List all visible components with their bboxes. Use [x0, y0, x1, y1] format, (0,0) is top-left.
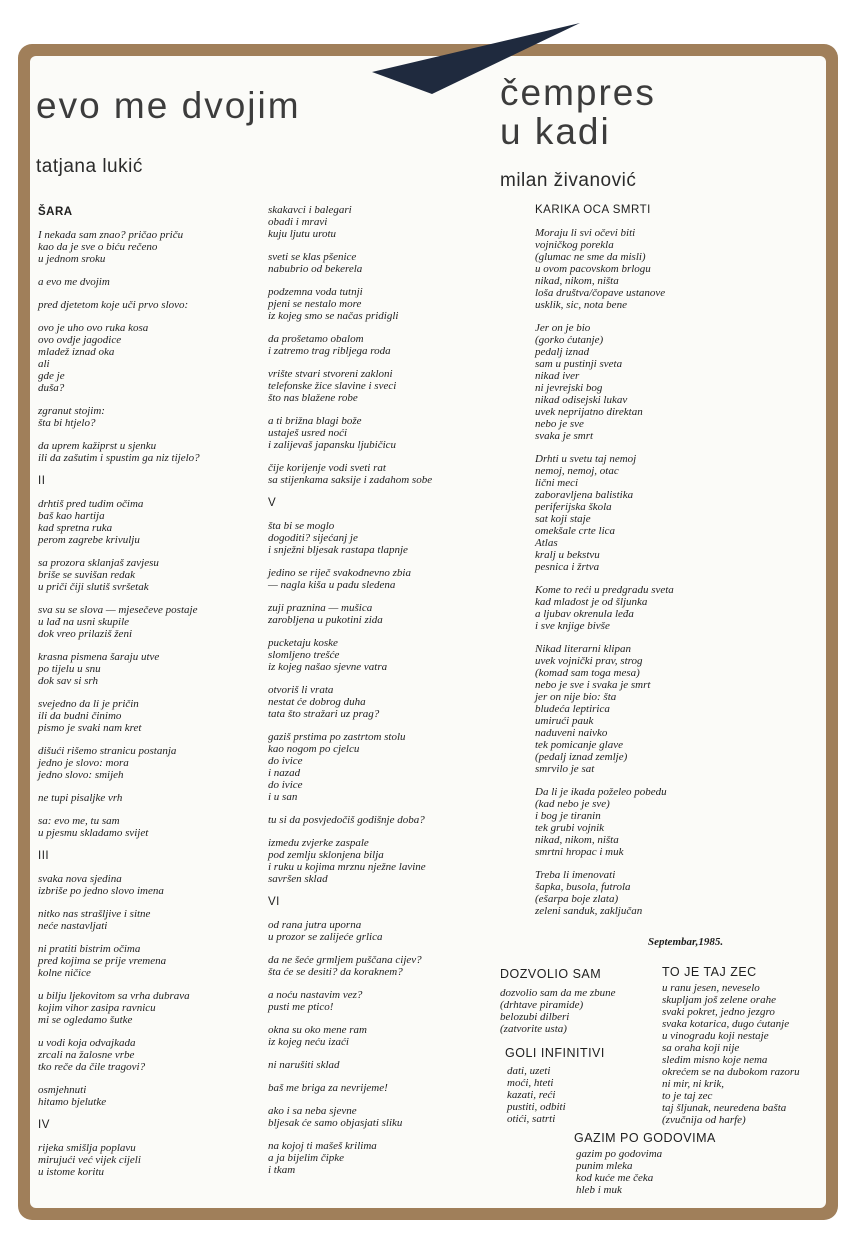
stanza: [38, 1084, 260, 1108]
verse-line: kralj u bekstvu: [535, 549, 600, 561]
verse-line: pesnica i žrtva: [535, 561, 600, 573]
verse-line: i zatremo trag ribljega roda: [268, 345, 391, 357]
verse-line: a evo me dvojim: [38, 276, 110, 288]
verse-line: u ovom pacovskom brlogu: [535, 263, 651, 275]
verse-line: do ivice: [268, 755, 303, 767]
verse-line: i nazad: [268, 767, 301, 779]
verse-line: pod zemlju sklonjena bilja: [268, 849, 384, 861]
verse-line: (drhtave piramide): [500, 999, 584, 1011]
verse-line: zeleni sanduk, zaključan: [535, 905, 643, 917]
verse-line: telefonske žice slavine i sveci: [268, 380, 397, 392]
verse-line: šta bi htjelo?: [38, 417, 96, 429]
verse-line: kao da je sve o biću rečeno: [38, 241, 158, 253]
verse-line: gde je: [38, 370, 65, 382]
verse-line: od rana jutra uporna: [268, 919, 362, 931]
verse-line: iz kojeg našao sjevne vatra: [268, 661, 388, 673]
verse-line: a ljubav okrenula leđa: [535, 608, 634, 620]
goli-infinitivi-title: GOLI INFINITIVI: [505, 1046, 605, 1060]
left-poem-author: tatjana lukić: [36, 156, 143, 177]
dozvolio-sam-title: DOZVOLIO SAM: [500, 967, 602, 981]
verse-line: okrećem se na dubokom razoru: [662, 1066, 800, 1078]
verse-line: što nas blažene robe: [268, 392, 358, 404]
verse-line: i ruku u kojima mrznu nježne lavine: [268, 861, 426, 873]
verse-line: uvek neprijatno direktan: [535, 406, 643, 418]
verse-line: drhtiš pred tudim očima: [38, 498, 144, 510]
stanza: [38, 698, 260, 734]
stanza: [38, 792, 260, 804]
verse-line: kazati, reći: [507, 1089, 556, 1101]
verse-line: ni mir, ni krik,: [662, 1078, 725, 1090]
verse-line: zarobljena u pukotini zida: [268, 614, 383, 626]
gazim-po-godovima-title: GAZIM PO GODOVIMA: [574, 1131, 716, 1145]
verse-line: neće nastavljati: [38, 920, 108, 932]
stanza: [268, 989, 493, 1013]
verse-line: svejedno da li je pričin: [38, 698, 139, 710]
verse-line: skupljam još zelene orahe: [662, 994, 776, 1006]
verse-line: krasna pismena šaraju utve: [38, 651, 160, 663]
verse-line: okna su oko mene ram: [268, 1024, 367, 1036]
stanza: [38, 990, 260, 1026]
verse-line: jer on nije bio: šta: [535, 691, 617, 703]
verse-line: periferijska škola: [535, 501, 612, 513]
stanza: [38, 651, 260, 687]
stanza: [38, 322, 260, 394]
verse-line: svaki pokret, jedno jezgro: [662, 1006, 775, 1018]
verse-line: — nagla kiša u padu sledena: [268, 579, 396, 591]
verse-line: slomljeno trešće: [268, 649, 340, 661]
verse-line: pedalj iznad: [535, 346, 590, 358]
stanza: [268, 814, 493, 826]
stanza: [38, 604, 260, 640]
stanza: [38, 299, 260, 311]
verse-line: kolne ničice: [38, 967, 91, 979]
stanza: [38, 943, 260, 979]
verse-line: tu si da posvjedočiš godišnje doba?: [268, 814, 425, 826]
verse-line: u ranu jesen, neveselo: [662, 982, 760, 994]
verse-line: da ne šeće grmljem puščana cijev?: [268, 954, 422, 966]
verse-line: Drhti u svetu taj nemoj: [535, 453, 637, 465]
verse-line: pusti me ptico!: [268, 1001, 334, 1013]
verse-line: sledim misno koje nema: [662, 1054, 768, 1066]
stanza: [268, 954, 493, 978]
verse-line: smrvilo je sat: [535, 763, 595, 775]
verse-line: vrište stvari stvoreni zakloni: [268, 368, 393, 380]
verse-line: hleb i muk: [576, 1184, 622, 1196]
stanza: [535, 786, 765, 858]
verse-line: pucketaju koske: [268, 637, 338, 649]
verse-line: sveti se klas pšenice: [268, 251, 357, 263]
verse-line: ustaješ usred noći: [268, 427, 348, 439]
verse-line: u jednom sroku: [38, 253, 106, 265]
verse-line: pismo je svaki nam kret: [38, 722, 142, 734]
verse-line: kad mladost je od šljunka: [535, 596, 648, 608]
stanza: [268, 1140, 493, 1176]
verse-line: a noću nastavim vez?: [268, 989, 363, 1001]
verse-line: (kad nebo je sve): [535, 798, 610, 810]
stanza: [535, 322, 765, 442]
section-numeral: VI: [268, 896, 280, 908]
stanza: [38, 745, 260, 781]
stanza: [535, 227, 765, 311]
verse-line: izmedu zvjerke zaspale: [268, 837, 369, 849]
stanza: [535, 643, 765, 775]
stanza: [38, 557, 260, 593]
stanza: [268, 251, 493, 275]
verse-line: skakavci i balegari: [268, 204, 352, 216]
gazim-po-godovima-poem: [576, 1148, 662, 1196]
stanza: [268, 567, 493, 591]
verse-line: mladež iznad oka: [38, 346, 115, 358]
verse-line: jedino se riječ svakodnevno zbia: [268, 567, 411, 579]
section-numeral: IV: [38, 1119, 50, 1131]
verse-line: gaziš prstima po zastrtom stolu: [268, 731, 406, 743]
left-poem-column-1: [38, 206, 260, 1178]
verse-line: pustiti, odbiti: [507, 1101, 566, 1113]
verse-line: zaboravljena balistika: [535, 489, 634, 501]
verse-line: i u san: [268, 791, 298, 803]
right-poem-heading: KARIKA OCA SMRTI: [535, 204, 651, 216]
verse-line: smrtni hropac i muk: [535, 846, 624, 858]
verse-line: (zatvorite usta): [500, 1023, 567, 1035]
stanza: [38, 405, 260, 429]
right-poem-title-line1: čempres: [500, 72, 656, 113]
verse-line: jedno je slovo: mora: [38, 757, 129, 769]
verse-line: ni pratiti bistrim očima: [38, 943, 141, 955]
verse-line: da uprem kažiprst u sjenku: [38, 440, 157, 452]
verse-line: sva su se slova — mjesečeve postaje: [38, 604, 198, 616]
stanza: [38, 276, 260, 288]
stanza: [268, 1105, 493, 1129]
stanza: [38, 229, 260, 265]
verse-line: omekšale crte lica: [535, 525, 616, 537]
verse-line: tek pomicanje glave: [535, 739, 623, 751]
stanza: [38, 1142, 260, 1178]
verse-line: u prozor se zalijeće grlica: [268, 931, 383, 943]
verse-line: vojničkog porekla: [535, 239, 614, 251]
stanza: [268, 333, 493, 357]
stanza: [38, 1037, 260, 1073]
verse-line: kuju ljutu urotu: [268, 228, 337, 240]
verse-line: ali: [38, 358, 50, 370]
verse-line: i bog je tiranin: [535, 810, 601, 822]
poem-date: Septembar,1985.: [648, 936, 724, 948]
verse-line: otvoriš li vrata: [268, 684, 334, 696]
verse-line: moći, hteti: [507, 1077, 554, 1089]
verse-line: ako i sa neba sjevne: [268, 1105, 357, 1117]
stanza: [38, 873, 260, 897]
stanza: [38, 440, 260, 464]
verse-line: u istome koritu: [38, 1166, 104, 1178]
verse-line: nemoj, nemoj, otac: [535, 465, 619, 477]
verse-line: jedno slovo: smijeh: [38, 769, 124, 781]
verse-line: zgranut stojim:: [38, 405, 105, 417]
verse-line: (glumac ne sme da misli): [535, 251, 646, 263]
verse-line: nebo je sve: [535, 418, 584, 430]
goli-infinitivi-poem: [507, 1065, 566, 1125]
verse-line: dišući rišemo stranicu postanja: [38, 745, 177, 757]
verse-line: nikad iver: [535, 370, 580, 382]
verse-line: bludeća leptirica: [535, 703, 610, 715]
stanza: [268, 1024, 493, 1048]
right-poem-title-line2: u kadi: [500, 111, 611, 152]
stanza: [268, 837, 493, 885]
verse-line: savršen sklad: [268, 873, 328, 885]
verse-line: ni jevrejski bog: [535, 382, 603, 394]
stanza: [268, 520, 493, 556]
verse-line: u lađ na usni skupile: [38, 616, 130, 628]
verse-line: nikad, nikom, ništa: [535, 834, 619, 846]
left-poem-column-2: [268, 204, 493, 1176]
verse-line: naduveni naivko: [535, 727, 608, 739]
verse-line: obadi i mravi: [268, 216, 328, 228]
verse-line: ili da zašutim i spustim ga niz tijelo?: [38, 452, 200, 464]
verse-line: pred djetetom koje uči prvo slovo:: [38, 299, 189, 311]
section-numeral: V: [268, 497, 277, 509]
verse-line: Jer on je bio: [535, 322, 591, 334]
stanza: [268, 368, 493, 404]
verse-line: mirujući već vijek cijeli: [38, 1154, 141, 1166]
stanza: [268, 602, 493, 626]
verse-line: u vodi koja odvajkada: [38, 1037, 136, 1049]
verse-line: duša?: [38, 382, 65, 394]
verse-line: kojim vihor zasipa ravnicu: [38, 1002, 156, 1014]
verse-line: a ti brižna blagi bože: [268, 415, 362, 427]
left-poem-title: evo me dvojim: [36, 85, 301, 126]
section-numeral: III: [38, 850, 50, 862]
verse-line: Moraju li svi očevi biti: [535, 227, 636, 239]
verse-line: tata što stražari uz prag?: [268, 708, 380, 720]
verse-line: ne tupi pisaljke vrh: [38, 792, 123, 804]
verse-line: kad spretna ruka: [38, 522, 113, 534]
verse-line: baš kao hartija: [38, 510, 105, 522]
verse-line: u pjesmu skladamo svijet: [38, 827, 149, 839]
right-poem-column: [535, 204, 765, 917]
verse-line: i tkam: [268, 1164, 296, 1176]
verse-line: ovo ovdje jagodice: [38, 334, 122, 346]
stanza: [268, 204, 493, 240]
verse-line: bljesak će samo objasjati sliku: [268, 1117, 403, 1129]
right-poem-author: milan živanović: [500, 170, 637, 191]
verse-line: u vinogradu koji nestaje: [662, 1030, 769, 1042]
stanza: [268, 415, 493, 451]
verse-line: na kojoj ti mašeš krilima: [268, 1140, 377, 1152]
verse-line: šta bi se moglo: [268, 520, 335, 532]
verse-line: Nikad literarni klipan: [535, 643, 631, 655]
verse-line: (gorko ćutanje): [535, 334, 604, 346]
verse-line: kao nogom po cjelcu: [268, 743, 360, 755]
stanza: [268, 731, 493, 803]
verse-line: iz kojeg neću izaći: [268, 1036, 349, 1048]
verse-line: usklik, sic, nota bene: [535, 299, 627, 311]
verse-line: dogoditi? sijećanj je: [268, 532, 358, 544]
verse-line: sa prozora sklanjaš zavjesu: [38, 557, 159, 569]
verse-line: punim mleka: [576, 1160, 633, 1172]
left-poem-heading: ŠARA: [38, 206, 73, 218]
verse-line: iz kojeg smo se načas pridigli: [268, 310, 399, 322]
verse-line: podzemna voda tutnji: [268, 286, 363, 298]
stanza: [268, 286, 493, 322]
verse-line: nitko nas strašljive i sitne: [38, 908, 151, 920]
verse-line: nikad odisejski lukav: [535, 394, 628, 406]
to-je-taj-zec-title: TO JE TAJ ZEC: [662, 965, 757, 979]
verse-line: nebo je sve i svaka je smrt: [535, 679, 651, 691]
verse-line: taj šljunak, neuredena bašta: [662, 1102, 787, 1114]
verse-line: čije korijenje vodi sveti rat: [268, 462, 386, 474]
verse-line: hitamo bjelutke: [38, 1096, 107, 1108]
verse-line: osmjehnuti: [38, 1084, 87, 1096]
stanza: [268, 1082, 493, 1094]
verse-line: u priči čiji slutiš svršetak: [38, 581, 149, 593]
verse-line: (komad sam toga mesa): [535, 667, 640, 679]
verse-line: i snježni bljesak rastapa tlapnje: [268, 544, 408, 556]
verse-line: nabubrio od bekerela: [268, 263, 363, 275]
stanza: [268, 1059, 493, 1071]
verse-line: baš me briga za nevrijeme!: [268, 1082, 388, 1094]
verse-line: nikad, nikom, ništa: [535, 275, 619, 287]
verse-line: gazim po godovima: [576, 1148, 663, 1160]
verse-line: da prošetamo obalom: [268, 333, 364, 345]
verse-line: zrcali na žalosne vrbe: [38, 1049, 135, 1061]
verse-line: zuji praznina — mušica: [268, 602, 373, 614]
dozvolio-sam-poem: [500, 987, 616, 1035]
verse-line: sa: evo me, tu sam: [38, 815, 120, 827]
verse-line: ni narušiti sklad: [268, 1059, 340, 1071]
verse-line: svaka nova sjedina: [38, 873, 122, 885]
stanza: [268, 637, 493, 673]
verse-line: dok vreo prilaziš ženi: [38, 628, 132, 640]
verse-line: dok sav si srh: [38, 675, 98, 687]
stanza: [535, 869, 765, 917]
verse-line: (ešarpa boje zlata): [535, 893, 619, 905]
verse-line: tko reče da čile tragovi?: [38, 1061, 146, 1073]
verse-line: sa oraha koji nije: [662, 1042, 740, 1054]
verse-line: rijeka smišlja poplavu: [38, 1142, 136, 1154]
verse-line: uvek vojnički prav, strog: [535, 655, 643, 667]
stanza: [535, 584, 765, 632]
verse-line: lični meci: [535, 477, 579, 489]
verse-line: (zvučnija od harfe): [662, 1114, 746, 1126]
verse-line: sam u pustinji sveta: [535, 358, 623, 370]
verse-line: (pedalj iznad zemlje): [535, 751, 628, 763]
verse-line: briše se suvišan redak: [38, 569, 136, 581]
verse-line: po tijelu u snu: [38, 663, 101, 675]
verse-line: belozubi dilberi: [500, 1011, 570, 1023]
stanza: [38, 908, 260, 932]
verse-line: Atlas: [535, 537, 558, 549]
verse-line: svaka je smrt: [535, 430, 594, 442]
stanza: [268, 684, 493, 720]
verse-line: otići, satrti: [507, 1113, 556, 1125]
verse-line: sat koji staje: [535, 513, 591, 525]
stanza: [535, 453, 765, 573]
verse-line: tek grubi vojnik: [535, 822, 605, 834]
verse-line: šta će se desiti? da koraknem?: [268, 966, 403, 978]
verse-line: pjeni se nestalo more: [268, 298, 362, 310]
verse-line: Treba li imenovati: [535, 869, 616, 881]
verse-line: pred kojima se prije vremena: [38, 955, 167, 967]
verse-line: to je taj zec: [662, 1090, 713, 1102]
verse-line: loša društva/čopave ustanove: [535, 287, 666, 299]
verse-line: dozvolio sam da me zbune: [500, 987, 616, 999]
verse-line: I nekada sam znao? pričao priču: [38, 229, 184, 241]
verse-line: ovo je uho ovo ruka kosa: [38, 322, 149, 334]
verse-line: i sve knjige bivše: [535, 620, 610, 632]
verse-line: izbriše po jedno slovo imena: [38, 885, 164, 897]
verse-line: Da li je ikada poželeo pobedu: [535, 786, 667, 798]
verse-line: šapka, busola, futrola: [535, 881, 631, 893]
verse-line: sa stijenkama saksije i zadahom sobe: [268, 474, 433, 486]
stanza: [268, 919, 493, 943]
stanza: [38, 815, 260, 839]
verse-line: ili da budni činimo: [38, 710, 122, 722]
verse-line: umirući pauk: [535, 715, 594, 727]
section-numeral: II: [38, 475, 46, 487]
stanza: [268, 462, 493, 486]
verse-line: svaka kotarica, dugo ćutanje: [662, 1018, 790, 1030]
verse-line: Kome to reći u predgradu sveta: [535, 584, 674, 596]
verse-line: dati, uzeti: [507, 1065, 551, 1077]
verse-line: do ivice: [268, 779, 303, 791]
verse-line: u bilju ljekovitom sa vrha dubrava: [38, 990, 190, 1002]
stanza: [38, 498, 260, 546]
verse-line: i zalijevaš japansku ljubičicu: [268, 439, 397, 451]
verse-line: a ja bijelim čipke: [268, 1152, 345, 1164]
verse-line: perom zagrebe krivulju: [38, 534, 140, 546]
verse-line: mi se ogledamo šutke: [38, 1014, 133, 1026]
verse-line: kod kuće me čeka: [576, 1172, 654, 1184]
to-je-taj-zec-poem: [662, 982, 800, 1126]
verse-line: nestat će dobrog duha: [268, 696, 366, 708]
